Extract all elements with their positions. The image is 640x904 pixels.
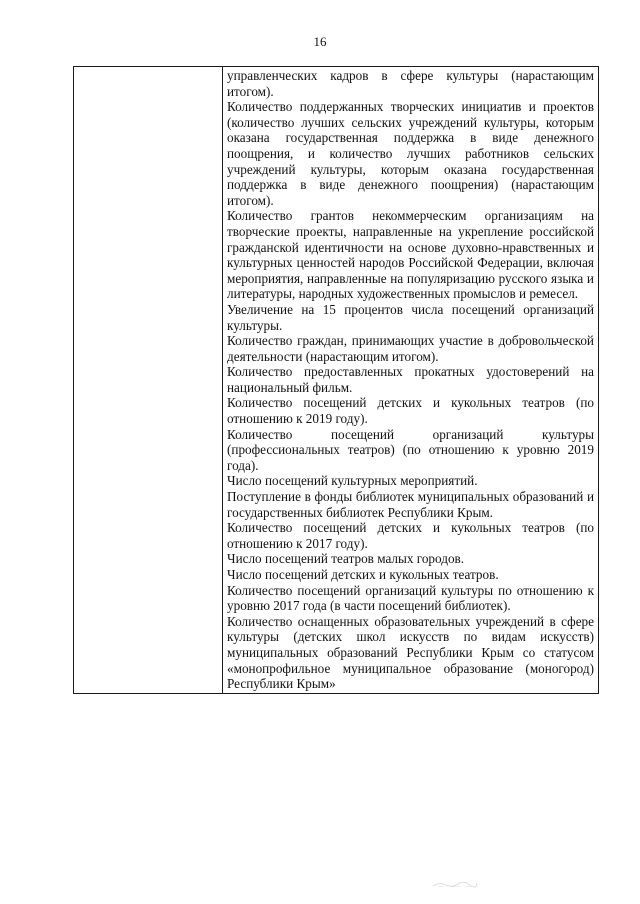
indicator-paragraph-12: Число посещений театров малых городов. bbox=[227, 551, 465, 567]
indicator-paragraph-10: Поступление в фонды библиотек муниципальных образований и государственных библиотек Республики Крым. bbox=[227, 489, 594, 520]
indicator-paragraph-5: Количество граждан, принимающих участие в добровольческой деятельности (нарастающим итогом). bbox=[227, 333, 594, 364]
indicator-paragraph-7: Количество посещений детских и кукольных театров (по отношению к 2019 году). bbox=[227, 395, 594, 427]
indicator-paragraph-15: Количество оснащенных образовательных учреждений в сфере культуры (детских школ искусств по видам искусств) муниципальных образований Республики Крым со статусом «монопрофильное муниципальное образование (моногород) Республики Крым» bbox=[227, 613, 594, 692]
indicator-list bbox=[223, 67, 598, 693]
table-row bbox=[74, 67, 599, 694]
indicators-table bbox=[73, 66, 599, 694]
indicator-paragraph-1: управленческих кадров в сфере культуры (нарастающим итогом). bbox=[227, 68, 594, 99]
indicator-paragraph-2: Количество поддержанных творческих инициатив и проектов (количество лучших сельских учреждений культуры, которым оказана государственная поддержка в виде денежного поощрения, и количество лучших работников сельских учреждений культуры, которым оказана государственная поддержка в виде денежного поощрения) (нарастающим итогом). bbox=[227, 99, 594, 208]
indicator-paragraph-8: Количество посещений организаций культуры (профессиональных театров) (по отношению к уровню 2019 года). bbox=[227, 426, 594, 473]
indicator-paragraph-6: Количество предоставленных прокатных удостоверений на национальный фильм. bbox=[227, 364, 594, 395]
indicator-paragraph-14: Количество посещений организаций культуры по отношению к уровню 2017 года (в части посещений библиотек). bbox=[227, 582, 594, 614]
indicator-paragraph-9: Число посещений культурных мероприятий. bbox=[227, 473, 478, 489]
right-cell bbox=[223, 67, 599, 694]
page-number: 16 bbox=[313, 34, 327, 49]
indicator-paragraph-3: Количество грантов некоммерческим организациям на творческие проекты, направленные на укрепление российской гражданской идентичности на основе духовно-нравственных и культурных ценностей народов Российской Федерации, включая мероприятия, направленные на популяризацию русского языка и литературы, народных художественных промыслов и ремесел. bbox=[227, 208, 594, 302]
indicator-paragraph-4: Увеличение на 15 процентов числа посещений организаций культуры. bbox=[227, 301, 594, 333]
indicator-paragraph-13: Число посещений детских и кукольных театров. bbox=[227, 567, 499, 582]
left-cell bbox=[74, 67, 223, 694]
indicator-paragraph-11: Количество посещений детских и кукольных театров (по отношению к 2017 году). bbox=[227, 520, 594, 551]
scan-artifact bbox=[432, 880, 478, 888]
